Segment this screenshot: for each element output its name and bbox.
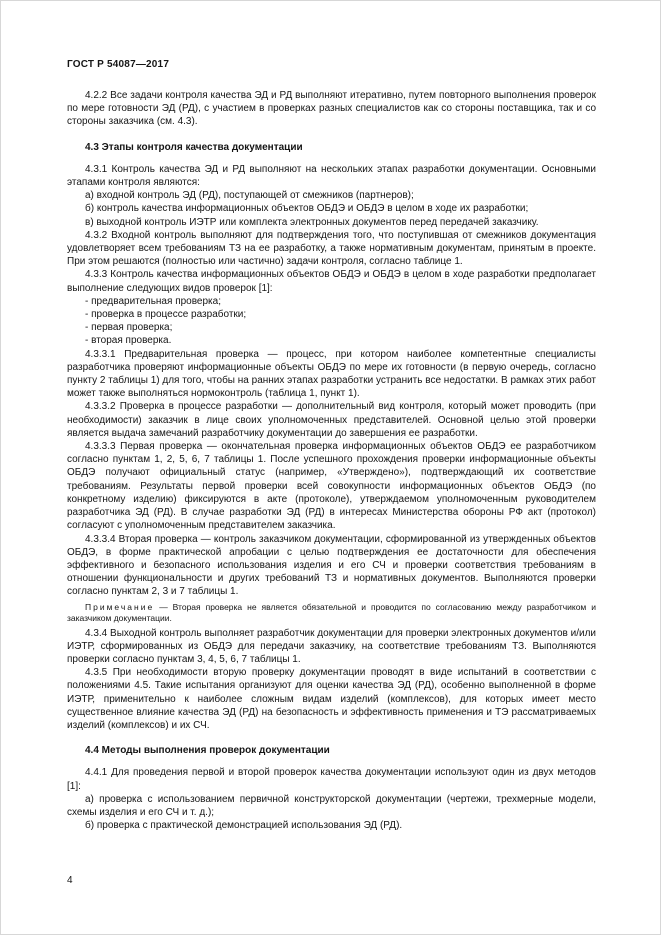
paragraph: 4.2.2 Все задачи контроля качества ЭД и РД выполняют итеративно, путем повторного выполнения проверок по мере готовности ЭД (РД), с участием в проверках разных специалистов как со стороны поставщика, так и со стороны заказчика (см. 4.3). bbox=[67, 90, 596, 128]
paragraph: 4.3.3.2 Проверка в процессе разработки — дополнительный вид контроля, который может проводить (при необходимости) заказчик в лице своих уполномоченных представителей. Основной целью этой проверки является выдача замечаний разработчику документации до завершения ее разработки. bbox=[67, 401, 596, 439]
note-label: Примечание bbox=[85, 601, 155, 612]
paragraph: 4.3.4 Выходной контроль выполняет разработчик документации для проверки электронных документов и/или ИЭТР, сформированных из ОБДЭ для передачи заказчику, на соответствие требованиям ТЗ. Выполняются проверки согласно пунктам 3, 4, 5, 6, 7 таблицы 1. bbox=[67, 627, 596, 665]
section-heading: 4.4 Методы выполнения проверок документации bbox=[85, 745, 330, 757]
list-item: - первая проверка; bbox=[85, 322, 173, 334]
page-number: 4 bbox=[67, 875, 73, 886]
paragraph: 4.3.3.3 Первая проверка — окончательная проверка информационных объектов ОБДЭ ее разработчиком согласно пунктам 1, 2, 5, 6, 7 таблицы 1. После успешного прохождения проверки информационные объекты ОБДЭ получают официальный статус (например, «Утверждено»), подтверждающий их соответствие требованиям. Результаты первой проверки всей совокупности информационных объектов ОБДЭ (по конкретному изделию) фиксируются в акте (протоколе), утверждаемом уполномоченным руководителем разработчика ЭД (РД). В случае разработки ЭД (РД) в интересах Министерства обороны РФ акт (протокол) согласуют с уполномоченным представителем заказчика. bbox=[67, 441, 596, 532]
section-heading: 4.3 Этапы контроля качества документации bbox=[85, 141, 303, 153]
note bbox=[67, 602, 596, 624]
list-item: - проверка в процессе разработки; bbox=[85, 309, 247, 321]
list-item: а) проверка с использованием первичной конструкторской документации (чертежи, трехмерные модели, схемы изделия и его СЧ и т. д.); bbox=[67, 793, 596, 818]
list-item: б) проверка с практической демонстрацией использования ЭД (РД). bbox=[85, 820, 403, 832]
document-header: ГОСТ Р 54087—2017 bbox=[67, 59, 170, 70]
list-item: - вторая проверка. bbox=[85, 335, 172, 347]
paragraph: 4.3.3.4 Вторая проверка — контроль заказчиком документации, сформированной из утвержденных объектов ОБДЭ, в форме практической апробации с целью подтверждения ее достаточности для обеспечения эффективного и безопасного использования изделия и его СЧ и проверки соответствия требованиям в отношении функциональности и других требований ТЗ и нормативных документов. Выполняются проверки согласно пунктам 2, 3 и 7 таблицы 1. bbox=[67, 533, 596, 598]
list-item: - предварительная проверка; bbox=[85, 295, 221, 307]
paragraph: 4.3.2 Входной контроль выполняют для подтверждения того, что поступившая от смежников документация удовлетворяет всем требованиям ТЗ на ее разработку, а также нормативным документам, принятым в проекте. При этом решаются (полностью или частично) задачи контроля, согласно таблице 1. bbox=[67, 229, 596, 268]
paragraph: 4.4.1 Для проведения первой и второй проверок качества документации используют один из двух методов [1]: bbox=[67, 767, 596, 792]
paragraph: 4.3.5 При необходимости вторую проверку документации проводят в виде испытаний в соответствии с положениями 4.5. Такие испытания организуют для оценки качества ЭД (РД), особенно выполненной в форме ИЭТР, применительно к наиболее сложным видам изделий (комплексов), для которых имеет место существенное влияние качества ЭД (РД) на безопасность и эффективность применения и ТЭ рассматриваемых изделий (комплексов) и их СЧ. bbox=[67, 667, 596, 731]
list-item: б) контроль качества информационных объектов ОБДЭ и ОБДЭ в целом в ходе их разработки; bbox=[85, 203, 529, 215]
paragraph: 4.3.3.1 Предварительная проверка — процесс, при котором наиболее компетентные специалисты разработчика проверяют информационные объекты ОБДЭ по мере их готовности (в первую очередь, согласно пункту 2 таблицы 1) для того, чтобы на ранних этапах разработки устранить все недостатки. В рамках этих работ может также выполняться нормоконтроль (таблица 1, пункт 1). bbox=[67, 348, 596, 400]
paragraph: 4.3.1 Контроль качества ЭД и РД выполняют на нескольких этапах разработки документации. Основными этапами контроля являются: bbox=[67, 163, 596, 189]
note-text: — Вторая проверка не является обязательной и проводится по согласованию между разработчиком и заказчиком документации. bbox=[67, 601, 596, 623]
list-item: а) входной контроль ЭД (РД), поступающей от смежников (партнеров); bbox=[85, 190, 414, 202]
document-body bbox=[67, 89, 596, 832]
paragraph: 4.3.3 Контроль качества информационных объектов ОБДЭ и ОБДЭ в целом в ходе разработки предполагает выполнение следующих видов проверок [1]: bbox=[67, 269, 596, 294]
list-item: в) выходной контроль ИЭТР или комплекта электронных документов перед передачей заказчику. bbox=[85, 216, 539, 228]
